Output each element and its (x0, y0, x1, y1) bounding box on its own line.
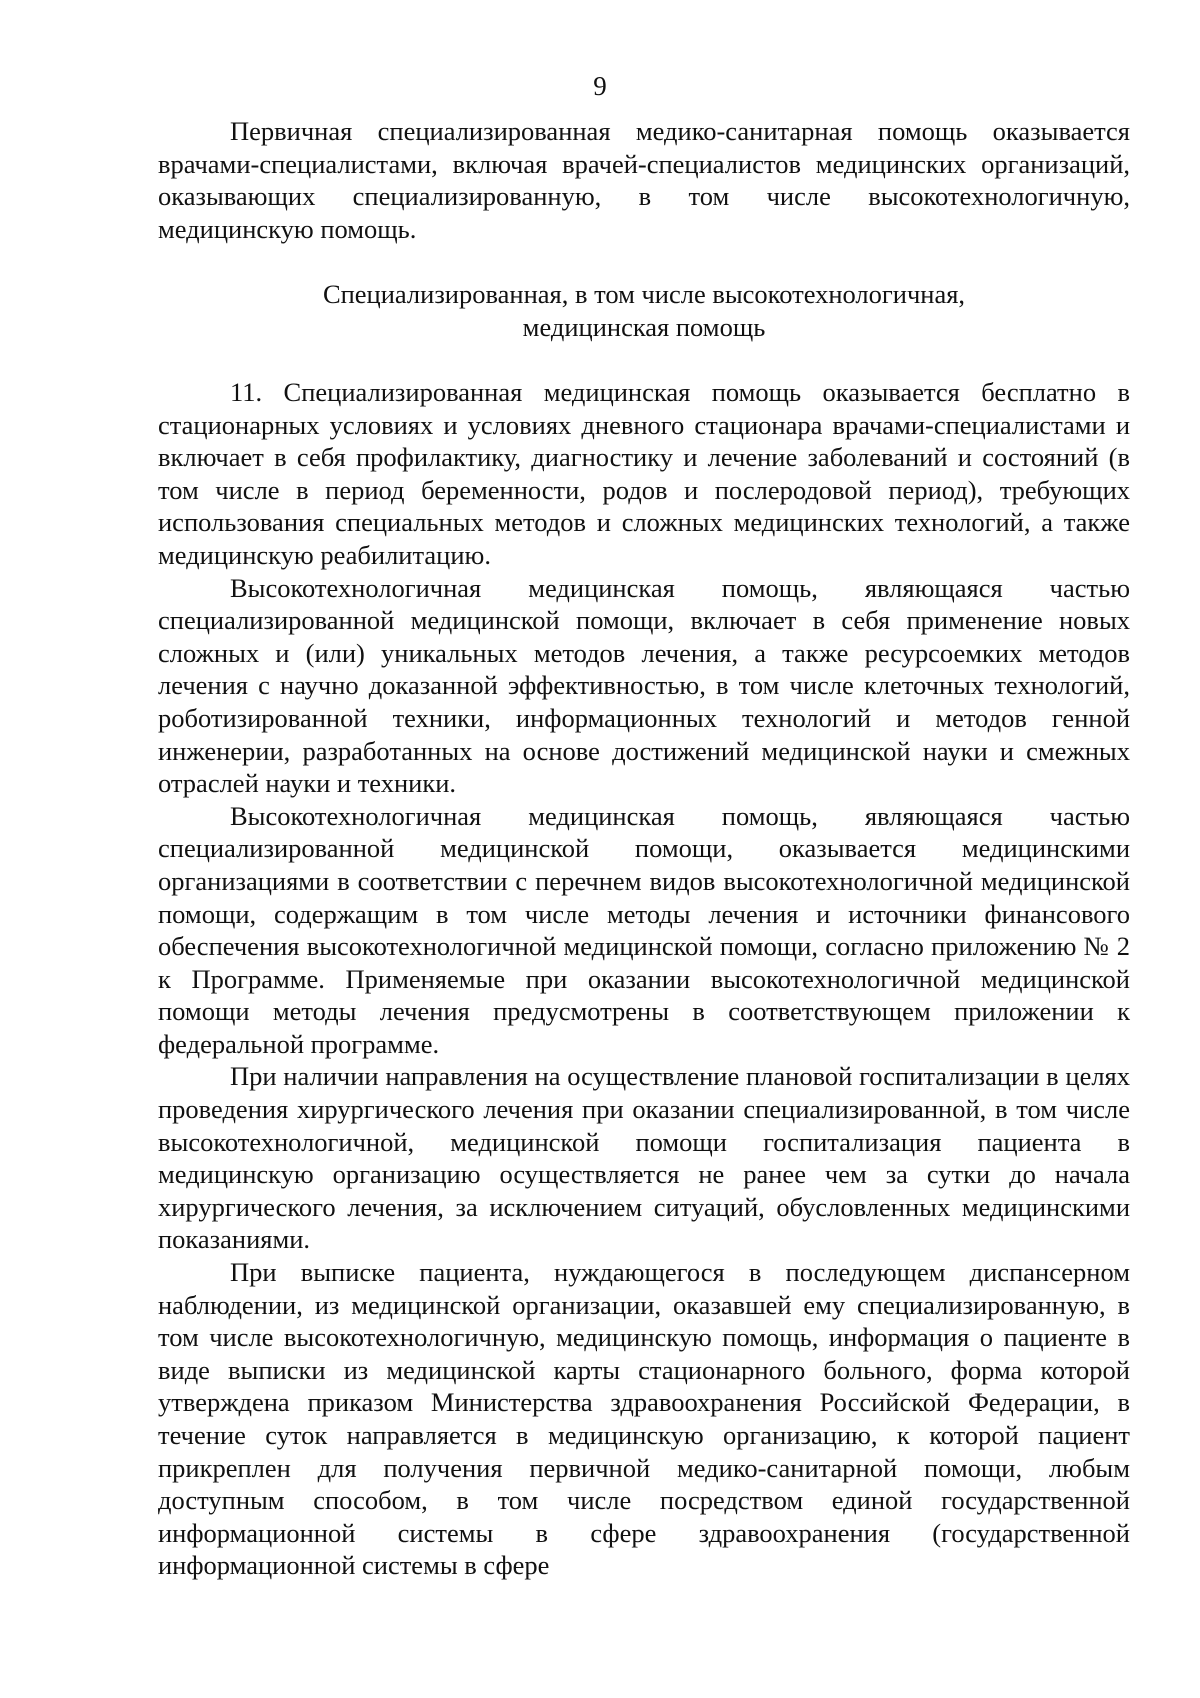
paragraph-item-11: 11. Специализированная медицинская помощь оказывается бесплатно в стационарных условиях и условиях дневного стационара врачами-специалистами и включает в себя профилактику, диагностику и лечение заболеваний и состояний (в том числе в период беременности, родов и послеродовой период), требующих использования специальных методов и сложных медицинских технологий, а также медицинскую реабилитацию. (158, 377, 1130, 570)
section-heading-line-1: Специализированная, в том числе высокотехнологичная, (322, 279, 966, 309)
section-heading-line-2: медицинская помощь (522, 311, 766, 342)
paragraph-discharge: При выписке пациента, нуждающегося в последующем диспансерном наблюдении, из медицинской организации, оказавшей ему специализированную, в том числе высокотехнологичную, медицинскую помощь, информация о пациенте в виде выписки из медицинской карты стационарного больного, форма которой утверждена приказом Министерства здравоохранения Российской Федерации, в течение суток направляется в медицинскую организацию, к которой пациент прикреплен для получения первичной медико-санитарной помощи, любым доступным способом, в том числе посредством единой государственной информационной системы в сфере здравоохранения (государственной информационной системы в сфере (158, 1257, 1130, 1581)
section-body (158, 376, 1130, 1582)
page-number: 9 (593, 71, 607, 101)
intro-block (158, 115, 1130, 245)
intro-paragraph: Первичная специализированная медико-санитарная помощь оказывается врачами-специалистами, включая врачей-специалистов медицинских организаций, оказывающих специализированную, в том числе высокотехнологичную, медицинскую помощь. (158, 116, 1130, 244)
paragraph-high-tech-provision: Высокотехнологичная медицинская помощь, являющаяся частью специализированной медицинской помощи, оказывается медицинскими организациями в соответствии с перечнем видов высокотехнологичной медицинской помощи, содержащим в том числе методы лечения и источники финансового обеспечения высокотехнологичной медицинской помощи, согласно приложению № 2 к Программе. Применяемые при оказании высокотехнологичной медицинской помощи методы лечения предусмотрены в соответствующем приложении к федеральной программе. (158, 800, 1130, 1059)
section-heading (158, 278, 1130, 343)
paragraph-planned-hospitalization: При наличии направления на осуществление плановой госпитализации в целях проведения хирургического лечения при оказании специализированной, в том числе высокотехнологичной, медицинской помощи госпитализация пациента в медицинскую организацию осуществляется не ранее чем за сутки до начала хирургического лечения, за исключением ситуаций, обусловленных медицинскими показаниями. (158, 1061, 1130, 1255)
section-heading-text (158, 278, 1130, 343)
paragraph-high-tech-definition: Высокотехнологичная медицинская помощь, являющаяся частью специализированной медицинской помощи, включает в себя применение новых сложных и (или) уникальных методов лечения, а также ресурсоемких методов лечения с научно доказанной эффективностью, в том числе клеточных технологий, роботизированной техники, информационных технологий и методов генной инженерии, разработанных на основе достижений медицинской науки и смежных отраслей науки и техники. (158, 572, 1130, 799)
